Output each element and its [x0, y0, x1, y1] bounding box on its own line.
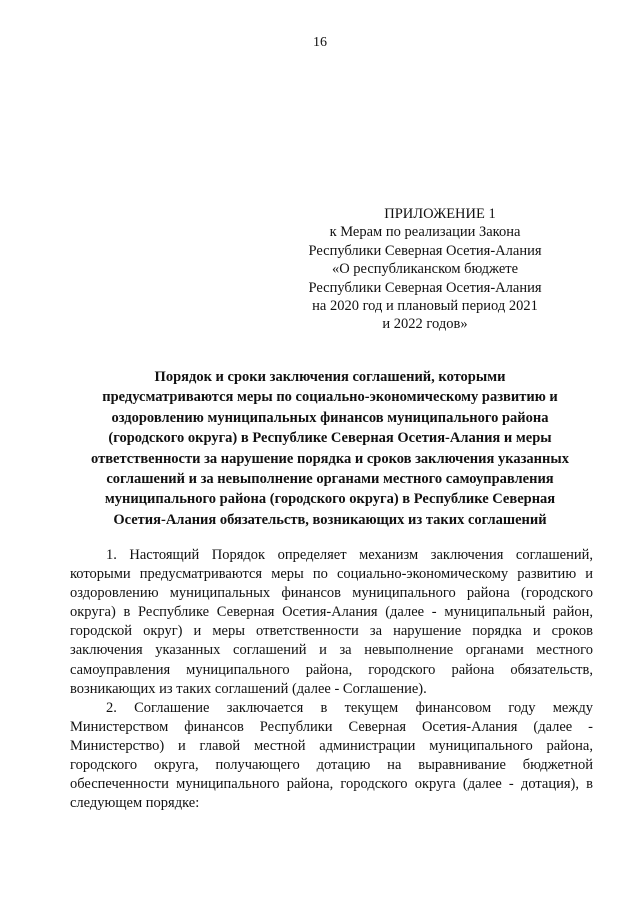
- paragraph-line: округа) в Республике Северная Осетия-Алания (далее - муниципальный район,: [70, 604, 593, 621]
- paragraph-2: [70, 699, 593, 814]
- paragraph-line: следующем порядке:: [70, 795, 200, 812]
- appendix-line: Республики Северная Осетия-Алания: [308, 279, 542, 296]
- title-line: ответственности за нарушение порядка и сроков заключения указанных: [91, 450, 569, 467]
- paragraph-line: самоуправления муниципального района, городского района обязательств,: [70, 661, 593, 678]
- paragraph-line: 1. Настоящий Порядок определяет механизм заключения соглашений,: [106, 547, 593, 563]
- paragraph-line: Министерство) и главой местной администрации муниципального района,: [70, 737, 593, 754]
- appendix-line: «О республиканском бюджете: [331, 261, 519, 278]
- appendix-line: на 2020 год и плановый период 2021: [312, 298, 538, 315]
- document-title: [70, 367, 590, 530]
- appendix-title: ПРИЛОЖЕНИЕ 1: [384, 206, 496, 222]
- paragraph-line: возникающих из таких соглашений (далее - Соглашение).: [70, 680, 427, 697]
- appendix-line: и 2022 годов»: [382, 316, 468, 333]
- appendix-header: [300, 205, 550, 334]
- document-body: [70, 546, 593, 813]
- paragraph-line: городской округ) и меры ответственности за нарушение порядка и сроков: [70, 623, 593, 640]
- paragraph-line: 2. Соглашение заключается в текущем финансовом году между: [106, 699, 593, 716]
- title-line: предусматриваются меры по социально-экономическому развитию и: [102, 389, 558, 406]
- title-line: (городского округа) в Республике Северная Осетия-Алания и меры: [108, 430, 552, 447]
- title-line: Осетия-Алания обязательств, возникающих из таких соглашений: [113, 511, 547, 528]
- paragraph-line: обеспеченности муниципального района, городского округа (далее - дотация), в: [70, 776, 593, 793]
- appendix-line: Республики Северная Осетия-Алания: [308, 242, 542, 259]
- paragraph-line: заключения указанных соглашений и за невыполнение органами местного: [70, 642, 593, 659]
- appendix-line: к Мерам по реализации Закона: [329, 224, 521, 241]
- title-line: Порядок и сроки заключения соглашений, которыми: [154, 369, 506, 385]
- paragraph-line: Министерством финансов Республики Северная Осетия-Алания (далее -: [70, 718, 593, 735]
- title-line: муниципального района (городского округа) в Республике Северная: [104, 491, 556, 508]
- title-line: соглашений и за невыполнение органами местного самоуправления: [106, 471, 554, 488]
- paragraph-1: [70, 546, 593, 699]
- paragraph-line: городского округа, получающего дотацию на выравнивание бюджетной: [70, 757, 593, 774]
- title-line: оздоровлению муниципальных финансов муниципального района: [111, 409, 549, 426]
- paragraph-line: оздоровлению муниципальных финансов муниципального района (городского: [70, 585, 593, 602]
- page-number: 16: [313, 35, 327, 50]
- paragraph-line: которыми предусматриваются меры по социально-экономическому развитию и: [70, 566, 593, 583]
